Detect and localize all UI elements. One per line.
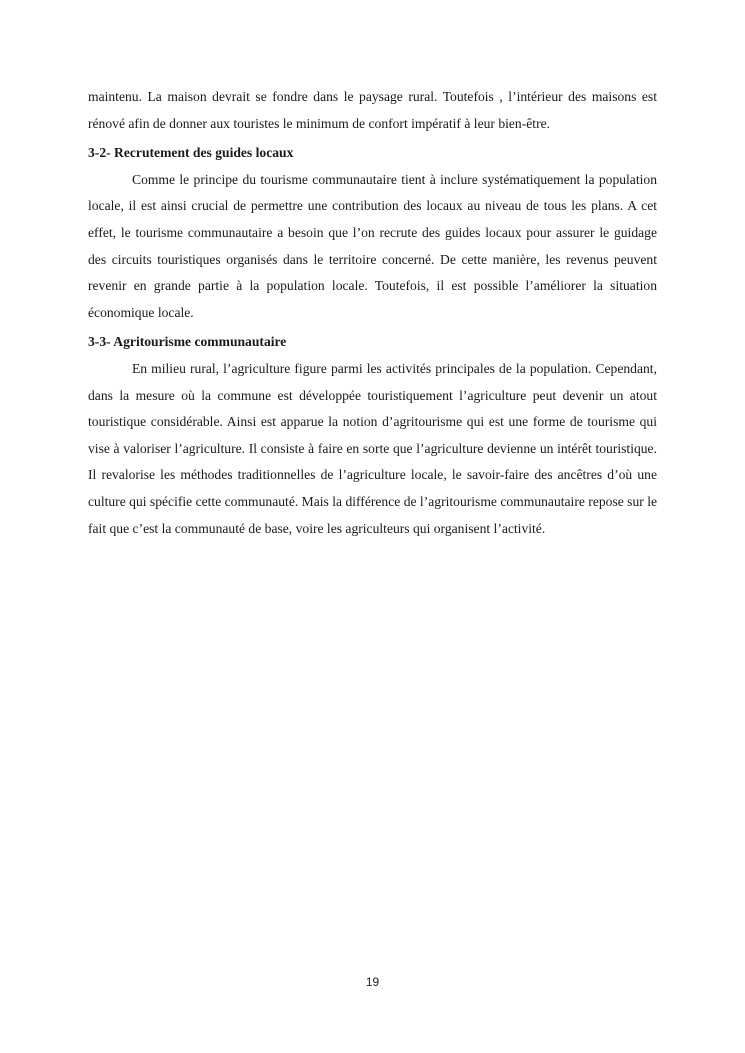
- section-heading: 3-3- Agritourisme communautaire: [88, 334, 287, 350]
- section-guides-locaux: [88, 139, 657, 326]
- section-paragraph: En milieu rural, l’agriculture figure parmi les activités principales de la population. Cependant, dans la mesure où la commune est développée touristiquement l’agriculture peut devenir un atout touristique considérable. Ainsi est apparue la notion d’agritourisme qui est une forme de tourisme qui vise à valoriser l’agriculture. Il consiste à faire en sorte que l’agriculture devienne un intérêt touristique. Il revalorise les méthodes traditionnelles de l’agriculture locale, le savoir-faire des ancêtres d’où une culture qui spécifie cette communauté. Mais la différence de l’agritourisme communautaire repose sur le fait que c’est la communauté de base, voire les agriculteurs qui organisent l’activité.: [88, 360, 657, 536]
- document-page: [88, 84, 657, 542]
- page-number: 19: [365, 975, 380, 989]
- section-agritourisme: [88, 328, 657, 542]
- section-paragraph: Comme le principe du tourisme communautaire tient à inclure systématiquement la population locale, il est ainsi crucial de permettre une contribution des locaux au niveau de tous les plans. A cet effet, le tourisme communautaire a besoin que l’on recrute des guides locaux pour assurer le guidage des circuits touristiques organisés dans le territoire concerné. De cette manière, les revenus peuvent revenir en grande partie à la population locale. Toutefois, il est possible l’améliorer la situation économique locale.: [88, 171, 657, 320]
- intro-paragraph: maintenu. La maison devrait se fondre dans le paysage rural. Toutefois , l’intérieur des maisons est rénové afin de donner aux touristes le minimum de confort impératif à leur bien-être.: [88, 89, 657, 131]
- section-heading: 3-2- Recrutement des guides locaux: [88, 145, 294, 161]
